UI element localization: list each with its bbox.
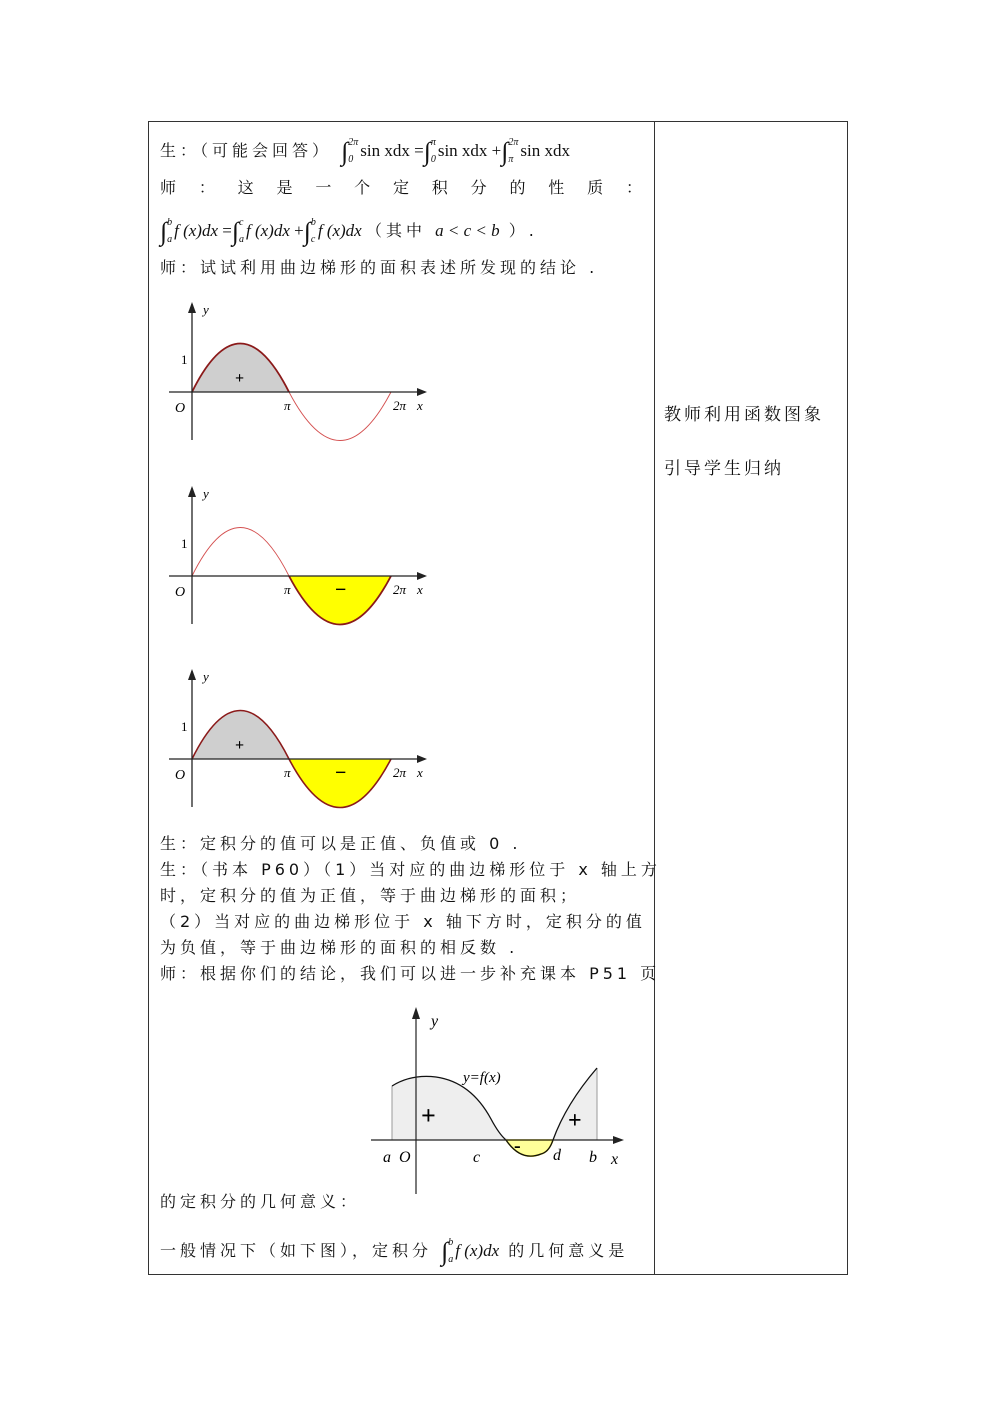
- student-answer-line: [160, 138, 570, 166]
- textbook-point-1b: 时，定积分的值为正值，等于曲边梯形的面积；: [160, 886, 581, 905]
- svg-text:+: +: [235, 737, 245, 754]
- textbook-point-2a: （2）当对应的曲边梯形位于 x 轴下方时，定积分的值: [160, 912, 646, 931]
- svg-text:2π: 2π: [393, 398, 407, 413]
- svg-text:+: +: [235, 370, 245, 387]
- svg-text:1: 1: [181, 536, 188, 551]
- svg-text:−: −: [335, 762, 347, 784]
- y-axis-arrow-icon: [188, 302, 196, 313]
- svg-text:1: 1: [181, 352, 188, 367]
- sine-negative-area-figure: [165, 484, 435, 629]
- svg-text:−: −: [335, 579, 347, 601]
- svg-text:x: x: [417, 582, 423, 597]
- svg-text:O: O: [175, 585, 186, 600]
- svg-text:d: d: [553, 1147, 561, 1164]
- textbook-point-1a: 生：（书本 P60）（1）当对应的曲边梯形位于 x 轴上方: [160, 860, 661, 879]
- svg-text:x: x: [417, 765, 423, 780]
- svg-text:O: O: [175, 768, 186, 783]
- integral-f-a-b: ∫ b a f (x)dx: [441, 1237, 500, 1266]
- x-axis-arrow-icon: [417, 572, 427, 580]
- x-axis-arrow-icon: [417, 755, 427, 763]
- x-axis-arrow-icon: [417, 388, 427, 396]
- svg-text:a: a: [383, 1149, 391, 1166]
- svg-text:O: O: [175, 401, 186, 416]
- svg-text:1: 1: [181, 719, 188, 734]
- svg-text:y: y: [203, 302, 209, 317]
- integral-additivity-formula: ∫ b a f (x)dx =∫ c a f (x)dx +∫ b c f (x)dx: [160, 217, 362, 246]
- teacher-prompt-line: 师：试试利用曲边梯形的面积表述所发现的结论 .: [160, 258, 599, 277]
- student-answer-prefix: 生：（可能会回答）: [160, 141, 333, 160]
- teacher-property-line: 师 ： 这 是 一 个 定 积 分 的 性 质 ：: [160, 178, 642, 197]
- svg-text:O: O: [399, 1149, 411, 1166]
- additivity-property-line: ∫ b a f (x)dx =∫ c a f (x)dx +∫ b c f (x)dx （其中 a < c < b ）.: [160, 217, 538, 246]
- svg-text:+: +: [421, 1101, 436, 1130]
- svg-text:π: π: [284, 582, 291, 597]
- teacher-note-line-1: 教师利用函数图象: [664, 405, 824, 425]
- teacher-note-line-2: 引导学生归纳: [664, 459, 784, 479]
- general-function-area-figure: [371, 1004, 631, 1199]
- y-axis-arrow-icon: [412, 1007, 420, 1019]
- geometric-meaning-heading: 的定积分的几何意义：: [160, 1192, 361, 1211]
- teacher-supplement-line: 师：根据你们的结论，我们可以进一步补充课本 P51 页: [160, 964, 661, 983]
- svg-text:x: x: [611, 1151, 619, 1168]
- svg-text:y: y: [203, 486, 209, 501]
- svg-text:+: +: [568, 1108, 582, 1134]
- student-conclusion-line: 生：定积分的值可以是正值、负值或 0 .: [160, 834, 522, 853]
- sine-positive-area-figure: [165, 300, 435, 445]
- textbook-point-2b: 为负值，等于曲边梯形的面积的相反数 .: [160, 938, 519, 957]
- x-axis-arrow-icon: [613, 1136, 624, 1144]
- svg-text:b: b: [589, 1149, 597, 1166]
- svg-text:c: c: [473, 1149, 481, 1166]
- general-case-line: 一般情况下（如下图），定积分 ∫ b a f (x)dx 的几何意义是: [160, 1237, 629, 1266]
- y-axis-arrow-icon: [188, 486, 196, 497]
- column-divider: [654, 122, 655, 1274]
- svg-text:y=f(x): y=f(x): [463, 1070, 501, 1086]
- svg-text:π: π: [284, 765, 291, 780]
- svg-text:x: x: [417, 398, 423, 413]
- svg-text:y: y: [431, 1013, 439, 1030]
- svg-text:y: y: [203, 669, 209, 684]
- svg-text:-: -: [514, 1135, 521, 1157]
- integral-equation-sin: ∫ 2π 0 sin xdx =∫ π 0 sin xdx +∫ 2π π sin xdx: [341, 137, 570, 166]
- svg-text:π: π: [284, 398, 291, 413]
- y-axis-arrow-icon: [188, 669, 196, 680]
- svg-text:2π: 2π: [393, 582, 407, 597]
- svg-text:2π: 2π: [393, 765, 407, 780]
- sine-both-areas-figure: [165, 667, 435, 812]
- lesson-table: [148, 121, 848, 1275]
